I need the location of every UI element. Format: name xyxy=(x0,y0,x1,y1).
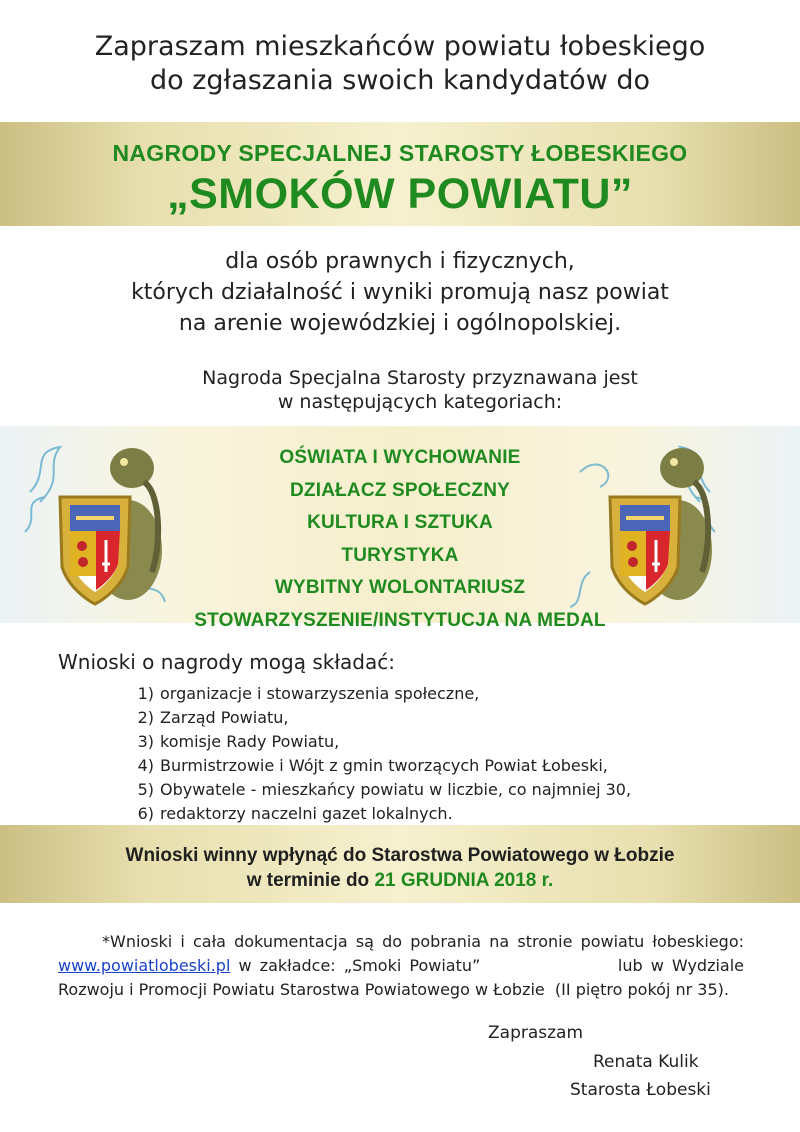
deadline-date: 21 GRUDNIA 2018 xyxy=(374,870,537,891)
list-item xyxy=(130,754,631,778)
website-link[interactable]: www.powiatlobeski.pl xyxy=(58,956,231,975)
award-description xyxy=(0,246,800,339)
category-item: WYBITNY WOLONTARIUSZ xyxy=(274,577,526,598)
categories-intro xyxy=(160,366,680,414)
list-item xyxy=(130,730,631,754)
description-line-1: dla osób prawnych i fizycznych, xyxy=(225,249,575,274)
categories-list xyxy=(0,442,800,637)
list-number: 2) xyxy=(137,708,154,727)
list-text: Burmistrzowie i Wójt z gmin tworzących Powiat Łobeski, xyxy=(160,756,608,775)
description-line-3: na arenie wojewódzkiej i ogólnopolskiej. xyxy=(178,311,622,336)
list-text: komisje Rady Powiatu, xyxy=(160,732,340,751)
list-item xyxy=(130,802,631,826)
signature-greeting: Zapraszam xyxy=(488,1023,584,1043)
list-number: 4) xyxy=(137,756,154,775)
applicants-title: Wnioski o nagrody mogą składać: xyxy=(58,650,395,674)
list-number: 6) xyxy=(137,804,154,823)
categories-intro-line-2: w następujących kategoriach: xyxy=(277,391,563,413)
list-number: 3) xyxy=(137,732,154,751)
category-item: KULTURA I SZTUKA xyxy=(307,512,493,533)
description-line-2: których działalność i wyniki promują nasz powiat xyxy=(131,280,669,305)
deadline-line-2 xyxy=(0,868,800,893)
award-title: „SMOKÓW POWIATU” xyxy=(167,170,633,218)
note-text-2: w zakładce: „Smoki Powiatu” lub w Wydziale Rozwoju i Promocji Powiatu Starostwa Powiatowego w Łobzie (II piętro pokój nr 35). xyxy=(58,956,750,999)
signature-name: Renata Kulik xyxy=(593,1052,699,1072)
applicants-list xyxy=(130,682,631,826)
award-subtitle: NAGRODY SPECJALNEJ STAROSTY ŁOBESKIEGO xyxy=(112,140,688,166)
list-number: 1) xyxy=(137,684,154,703)
intro-line-2: do zgłaszania swoich kandydatów do xyxy=(149,65,651,96)
list-text: redaktorzy naczelni gazet lokalnych. xyxy=(160,804,453,823)
deadline-suffix: r. xyxy=(536,870,554,891)
categories-intro-line-1: Nagroda Specjalna Starosty przyznawana jest xyxy=(202,367,638,389)
list-item xyxy=(130,778,631,802)
intro-line-1: Zapraszam mieszkańców powiatu łobeskiego xyxy=(94,31,706,62)
list-text: Zarząd Powiatu, xyxy=(160,708,289,727)
list-item xyxy=(130,706,631,730)
list-text: organizacje i stowarzyszenia społeczne, xyxy=(160,684,480,703)
documents-note xyxy=(58,930,750,1002)
deadline-line-1: Wnioski winny wpłynąć do Starostwa Powiatowego w Łobzie xyxy=(125,845,675,866)
intro-text xyxy=(0,30,800,98)
list-text: Obywatele - mieszkańcy powiatu w liczbie, co najmniej 30, xyxy=(160,780,632,799)
category-item: DZIAŁACZ SPOŁECZNY xyxy=(290,479,510,501)
list-item xyxy=(130,682,631,706)
signature-role: Starosta Łobeski xyxy=(570,1080,711,1100)
category-item: TURYSTYKA xyxy=(341,544,459,566)
list-number: 5) xyxy=(137,780,154,799)
category-item: OŚWIATA I WYCHOWANIE xyxy=(279,447,521,468)
note-text-1: *Wnioski i cała dokumentacja są do pobrania na stronie powiatu łobeskiego: xyxy=(102,932,744,951)
deadline-prefix: w terminie do xyxy=(246,870,375,891)
deadline-text xyxy=(0,843,800,893)
category-item: STOWARZYSZENIE/INSTYTUCJA NA MEDAL xyxy=(194,609,606,631)
